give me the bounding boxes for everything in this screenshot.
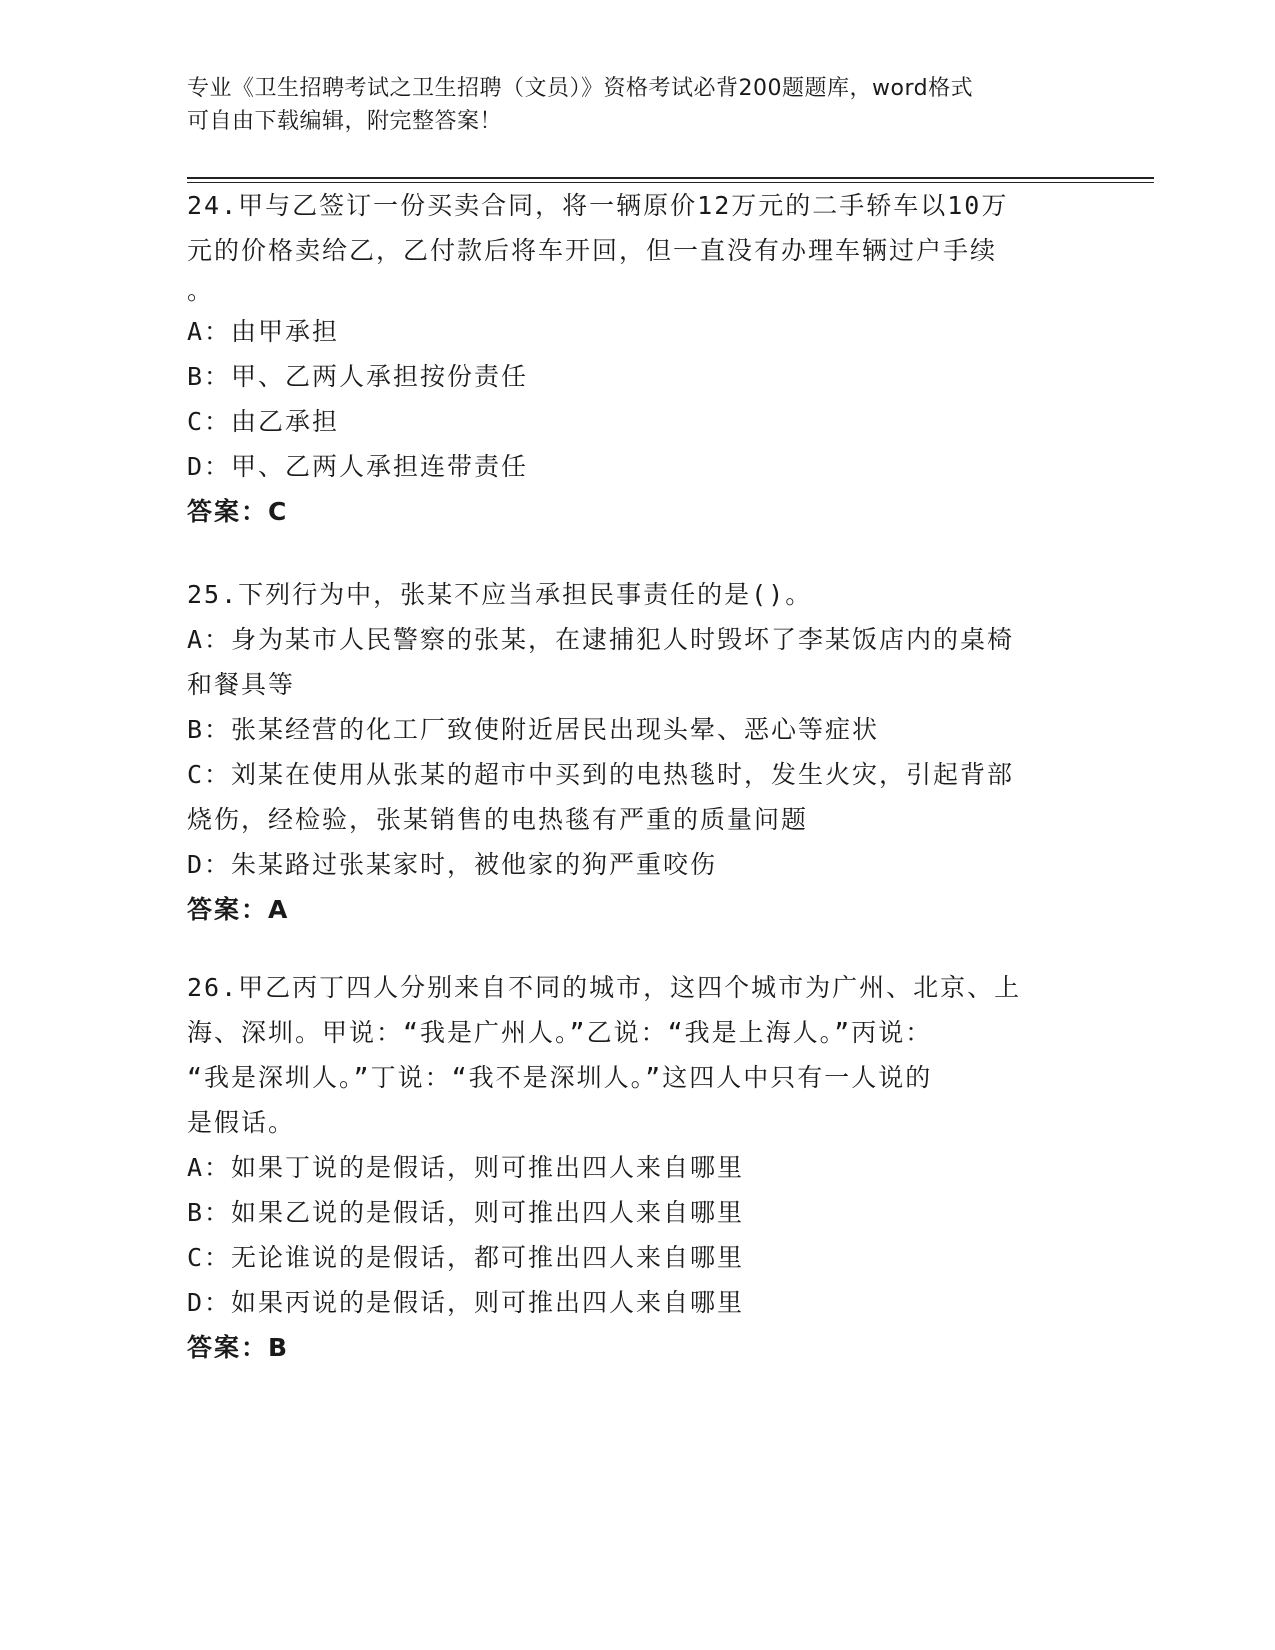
answer-label: 答案：A (187, 895, 290, 924)
question-26 (187, 965, 1087, 1370)
question-stem-line: 26.甲乙丙丁四人分别来自不同的城市，这四个城市为广州、北京、上 (187, 973, 1022, 1002)
option-d: D：朱某路过张某家时，被他家的狗严重咬伤 (187, 850, 718, 879)
question-stem-line: 24.甲与乙签订一份买卖合同，将一辆原价12万元的二手轿车以10万 (187, 191, 1009, 220)
option-b: B：甲、乙两人承担按份责任 (187, 362, 529, 391)
option-d: D：如果丙说的是假话，则可推出四人来自哪里 (187, 1288, 745, 1317)
question-25 (187, 572, 1087, 932)
question-stem-line: 海、深圳。甲说：“我是广州人。”乙说：“我是上海人。”丙说： (187, 1018, 933, 1047)
question-stem-line: 。 (187, 276, 215, 305)
option-a: A：如果丁说的是假话，则可推出四人来自哪里 (187, 1153, 745, 1182)
option-b: B：张某经营的化工厂致使附近居民出现头晕、恶心等症状 (187, 715, 880, 744)
header-divider-thick (187, 177, 1154, 179)
question-stem-line: 25.下列行为中，张某不应当承担民事责任的是()。 (187, 580, 813, 609)
document-header (187, 72, 1067, 138)
option-c: C：刘某在使用从张某的超市中买到的电热毯时，发生火灾，引起背部 (187, 760, 1015, 789)
option-a-continued: 和餐具等 (187, 670, 296, 699)
option-c: C：无论谁说的是假话，都可推出四人来自哪里 (187, 1243, 745, 1272)
answer-label: 答案：B (187, 1333, 290, 1362)
answer-label: 答案：C (187, 497, 289, 526)
option-d: D：甲、乙两人承担连带责任 (187, 452, 529, 481)
question-24 (187, 183, 1087, 534)
question-stem-line: “我是深圳人。”丁说：“我不是深圳人。”这四人中只有一人说的 (187, 1063, 933, 1092)
option-c: C：由乙承担 (187, 407, 340, 436)
header-line-1: 专业《卫生招聘考试之卫生招聘（文员）》资格考试必背200题题库，word格式 (187, 76, 974, 101)
question-stem-line: 是假话。 (187, 1108, 296, 1137)
header-line-2: 可自由下载编辑，附完整答案！ (187, 109, 503, 134)
option-b: B：如果乙说的是假话，则可推出四人来自哪里 (187, 1198, 745, 1227)
question-stem-line: 元的价格卖给乙，乙付款后将车开回，但一直没有办理车辆过户手续 (187, 236, 998, 265)
option-a: A：身为某市人民警察的张某，在逮捕犯人时毁坏了李某饭店内的桌椅 (187, 625, 1015, 654)
option-a: A：由甲承担 (187, 317, 340, 346)
option-c-continued: 烧伤，经检验，张某销售的电热毯有严重的质量问题 (187, 805, 809, 834)
